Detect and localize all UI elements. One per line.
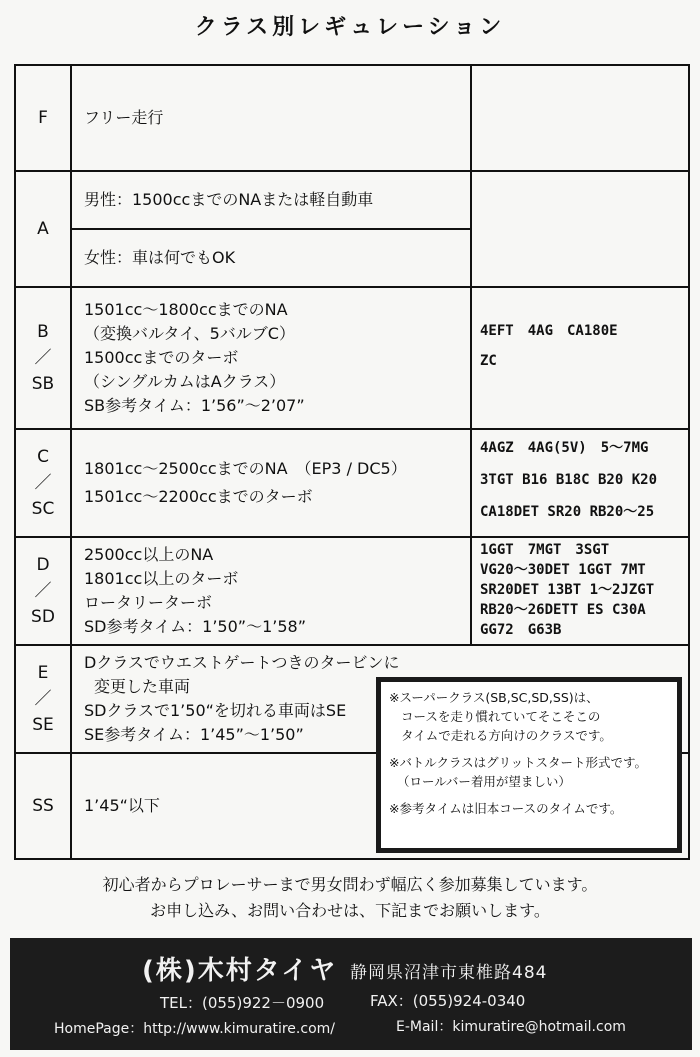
desc-line: SE参考タイム：1’45”〜1’50” bbox=[84, 725, 304, 744]
company-address: 静岡県沼津市東椎路484 bbox=[350, 963, 548, 983]
class-label bbox=[16, 538, 72, 644]
desc-line: （シングルカムはAクラス） bbox=[84, 372, 286, 391]
class-code: E bbox=[37, 663, 49, 683]
homepage-link[interactable]: HomePage：http://www.kimuratire.com/ bbox=[54, 1021, 335, 1037]
company-name: (株)木村タイヤ bbox=[142, 956, 338, 986]
class-separator: ／ bbox=[34, 473, 52, 493]
desc-line: 1801cc以上のターボ bbox=[84, 569, 239, 588]
desc-line: 1501cc〜2200ccまでのターボ bbox=[84, 487, 313, 506]
contact-banner bbox=[10, 938, 692, 1050]
class-label bbox=[16, 172, 72, 286]
desc-line: フリー走行 bbox=[84, 108, 164, 127]
class-code: SS bbox=[32, 796, 54, 816]
table-row-c-sc bbox=[16, 430, 688, 538]
note-line: （ロールバー着用が望ましい） bbox=[397, 774, 571, 789]
class-code: SE bbox=[32, 715, 54, 735]
engine-line: 1GGT 7MGT 3SGT bbox=[480, 542, 610, 558]
class-code: SB bbox=[31, 374, 55, 394]
engine-list bbox=[472, 538, 688, 644]
desc-line: Dクラスでウエストゲートつきのタービンに bbox=[84, 653, 400, 672]
desc-line: 1801cc〜2500ccまでのNA （EP3 / DC5） bbox=[84, 459, 407, 478]
class-label bbox=[16, 754, 72, 858]
engine-line: ZC bbox=[480, 353, 497, 369]
desc-line: 1500ccまでのターボ bbox=[84, 348, 239, 367]
class-code: C bbox=[37, 447, 49, 467]
class-code: SC bbox=[31, 499, 55, 519]
note-line: タイムで走れる方向けのクラスです。 bbox=[401, 728, 612, 743]
engine-line: VG20〜30DET 1GGT 7MT bbox=[480, 562, 646, 578]
engine-line: 3TGT B16 B18C B20 K20 bbox=[480, 472, 658, 488]
desc-line: 1’45“以下 bbox=[84, 796, 160, 815]
table-row-d-sd bbox=[16, 538, 688, 646]
engine-list bbox=[472, 288, 688, 428]
notes-box bbox=[376, 677, 682, 853]
table-row-b-sb bbox=[16, 288, 688, 430]
engine-line: 4AGZ 4AG(5V) 5〜7MG bbox=[480, 440, 649, 456]
note-line: ※参考タイムは旧本コースのタイムです。 bbox=[389, 801, 623, 816]
engine-line: SR20DET 13BT 1〜2JZGT bbox=[480, 582, 655, 598]
desc-line: 変更した車両 bbox=[94, 677, 191, 696]
note-line: ※バトルクラスはグリットスタート形式です。 bbox=[389, 755, 647, 770]
desc-line: 2500cc以上のNA bbox=[84, 545, 214, 564]
desc-line: SB参考タイム：1’56”〜2’07” bbox=[84, 396, 305, 415]
desc-line: SD参考タイム：1’50”〜1’58” bbox=[84, 617, 306, 636]
class-label bbox=[16, 430, 72, 536]
class-separator: ／ bbox=[34, 348, 52, 368]
recruit-message: 初心者からプロレーサーまで男女問わず幅広く参加募集しています。 bbox=[102, 875, 598, 894]
class-separator: ／ bbox=[34, 689, 52, 709]
class-description bbox=[72, 754, 372, 858]
desc-male: 男性：1500ccまでのNAまたは軽自動車 bbox=[72, 172, 470, 230]
class-description bbox=[72, 288, 472, 428]
page-title: クラス別レギュレーション bbox=[194, 15, 506, 40]
class-code: D bbox=[36, 555, 50, 575]
note-reference-time bbox=[389, 799, 669, 818]
table-row-f bbox=[16, 66, 688, 172]
desc-line: SDクラスで1’50“を切れる車両はSE bbox=[84, 701, 347, 720]
email-link[interactable]: E-Mail：kimuratire@hotmail.com bbox=[396, 1019, 626, 1035]
table-row-a bbox=[16, 172, 688, 288]
contact-request-message: お申し込み、お問い合わせは、下記までお願いします。 bbox=[150, 901, 550, 920]
desc-female: 女性：車は何でもOK bbox=[84, 248, 236, 267]
note-battle-class bbox=[389, 753, 669, 791]
desc-line: ロータリーターボ bbox=[84, 593, 213, 612]
engine-line: RB20〜26DETT ES C30A bbox=[480, 602, 646, 618]
class-label bbox=[16, 288, 72, 428]
desc-line: 1501cc〜1800ccまでのNA bbox=[84, 300, 288, 319]
engine-list bbox=[472, 172, 688, 286]
class-description bbox=[72, 430, 472, 536]
engine-line: CA18DET SR20 RB20〜25 bbox=[480, 504, 655, 520]
engine-list bbox=[472, 430, 688, 536]
class-label bbox=[16, 646, 72, 752]
tel-number: TEL：(055)922－0900 bbox=[160, 994, 325, 1012]
engine-line: 4EFT 4AG CA180E bbox=[480, 323, 618, 339]
desc-line: （変換バルタイ、5バルブC） bbox=[84, 324, 295, 343]
class-description bbox=[72, 172, 472, 286]
class-description bbox=[72, 66, 472, 170]
class-code: B bbox=[37, 322, 49, 342]
engine-list bbox=[472, 66, 688, 170]
fax-number: FAX：(055)924-0340 bbox=[370, 992, 526, 1010]
class-code: SD bbox=[31, 607, 55, 627]
note-line: コースを走り慣れていてそこそこの bbox=[401, 709, 601, 724]
class-code: F bbox=[38, 108, 48, 128]
engine-line: GG72 G63B bbox=[480, 622, 562, 638]
class-label bbox=[16, 66, 72, 170]
note-super-class bbox=[389, 688, 669, 745]
note-line: ※スーパークラス(SB,SC,SD,SS)は、 bbox=[389, 690, 599, 705]
class-description bbox=[72, 538, 472, 644]
class-separator: ／ bbox=[34, 581, 52, 601]
class-code: A bbox=[37, 219, 49, 239]
